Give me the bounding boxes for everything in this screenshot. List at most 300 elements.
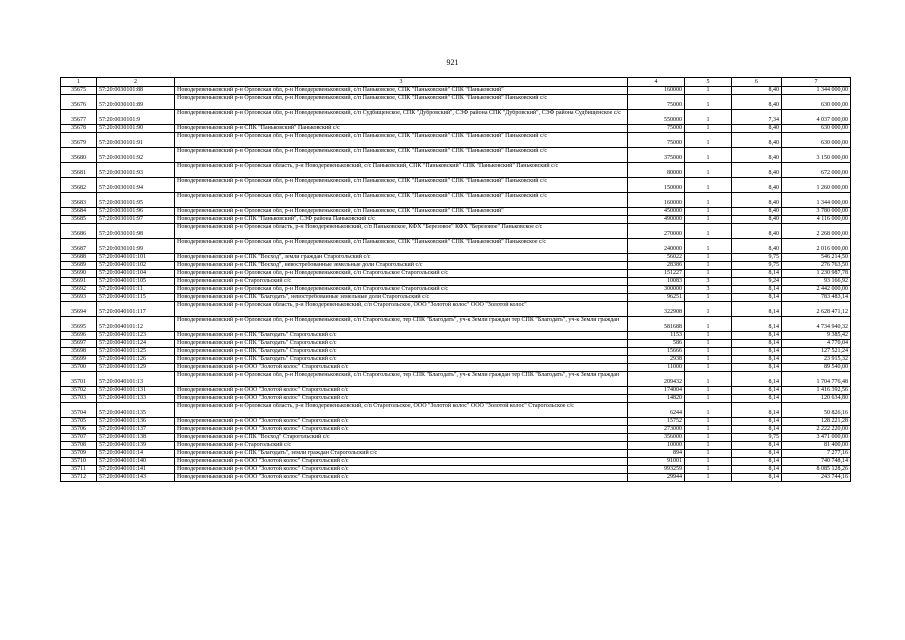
location-description-cell: Новодеревеньковский р-н СПК "Благодать", невостребованные земельные доли Старогольский с/с	[175, 294, 628, 302]
area-cell: 75000	[628, 125, 685, 133]
cadastral-number-cell: 57:20:0040101:11	[97, 286, 175, 294]
table-row	[61, 450, 851, 458]
area-cell: 550000	[628, 110, 685, 125]
area-cell: 75000	[628, 95, 685, 110]
table-row	[61, 372, 851, 387]
area-cell: 273000	[628, 426, 685, 434]
area-cell: 10000	[628, 442, 685, 450]
cadastral-number-cell: 57:20:0040101:124	[97, 340, 175, 348]
rate-cell: 8,14	[732, 466, 782, 474]
column-header: 7	[782, 78, 851, 87]
quantity-cell: 1	[685, 270, 732, 278]
row-number-cell: 35711	[61, 466, 97, 474]
quantity-cell: 1	[685, 450, 732, 458]
cadastral-number-cell: 57:20:0030101:94	[97, 178, 175, 193]
quantity-cell: 1	[685, 193, 732, 208]
table-row	[61, 178, 851, 193]
rate-cell: 8,40	[732, 208, 782, 216]
value-cell: 2 222 220,00	[782, 426, 851, 434]
value-cell: 1 704 776,48	[782, 372, 851, 387]
location-description-cell: Новодеревеньковский р-н ООО "Золотой колос" Старогольский с/с	[175, 474, 628, 482]
area-cell: 490000	[628, 216, 685, 224]
value-cell: 630 000,00	[782, 95, 851, 110]
area-cell: 15752	[628, 418, 685, 426]
row-number-cell: 35703	[61, 395, 97, 403]
table-row	[61, 302, 851, 317]
rate-cell: 8,14	[732, 442, 782, 450]
row-number-cell: 35686	[61, 224, 97, 239]
cadastral-number-cell: 57:20:0040101:137	[97, 426, 175, 434]
table-row	[61, 403, 851, 418]
column-header: 2	[97, 78, 175, 87]
row-number-cell: 35689	[61, 262, 97, 270]
cadastral-number-cell: 57:20:0030101:92	[97, 148, 175, 163]
cadastral-number-cell: 57:20:0030101:96	[97, 208, 175, 216]
rate-cell: 8,14	[732, 474, 782, 482]
quantity-cell: 1	[685, 302, 732, 317]
location-description-cell: Новодеревеньковский р-н Орловская область, р-н Новодеревеньковский, с/п Старогольское, ООО "Золотой колос" ООО "Золотой колос" Старогольское с/с	[175, 403, 628, 418]
column-header: 6	[732, 78, 782, 87]
cadastral-number-cell: 57:20:0040101:131	[97, 387, 175, 395]
quantity-cell: 1	[685, 148, 732, 163]
location-description-cell: Новодеревеньковский р-н Старогольский с/с	[175, 442, 628, 450]
cadastral-number-cell: 57:20:0030101:95	[97, 193, 175, 208]
cadastral-number-cell: 57:20:0030101:89	[97, 95, 175, 110]
value-cell: 2 016 000,00	[782, 239, 851, 254]
row-number-cell: 35676	[61, 95, 97, 110]
cadastral-number-cell: 57:20:0030101:97	[97, 216, 175, 224]
column-header: 3	[175, 78, 628, 87]
rate-cell: 8,40	[732, 178, 782, 193]
row-number-cell: 35687	[61, 239, 97, 254]
value-cell: 9 385,42	[782, 332, 851, 340]
table-row	[61, 193, 851, 208]
rate-cell: 8,14	[732, 317, 782, 332]
rate-cell: 9,75	[732, 262, 782, 270]
location-description-cell: Новодеревеньковский р-н Орловская область, р-н Новодеревеньковский, с/п Паньковское, КФХ "Березовое" КФХ "Березовое" Паньковское с/с	[175, 224, 628, 239]
table-row	[61, 270, 851, 278]
value-cell: 89 540,00	[782, 364, 851, 372]
row-number-cell: 35694	[61, 302, 97, 317]
value-cell: 1 260 000,00	[782, 178, 851, 193]
row-number-cell: 35705	[61, 418, 97, 426]
value-cell: 630 000,00	[782, 125, 851, 133]
cadastral-number-cell: 57:20:0040101:117	[97, 302, 175, 317]
area-cell: 96251	[628, 294, 685, 302]
row-number-cell: 35693	[61, 294, 97, 302]
value-cell: 243 744,16	[782, 474, 851, 482]
cadastral-number-cell: 57:20:0030101:90	[97, 125, 175, 133]
area-cell: 160000	[628, 193, 685, 208]
table-row	[61, 442, 851, 450]
location-description-cell: Новодеревеньковский р-н Старогольский с/с	[175, 278, 628, 286]
table-row	[61, 286, 851, 294]
rate-cell: 8,14	[732, 270, 782, 278]
quantity-cell: 1	[685, 403, 732, 418]
quantity-cell: 1	[685, 224, 732, 239]
table-row	[61, 395, 851, 403]
row-number-cell: 35692	[61, 286, 97, 294]
location-description-cell: Новодеревеньковский р-н СПК "Благодать" Старогольский с/с	[175, 348, 628, 356]
value-cell: 1 344 000,00	[782, 87, 851, 95]
table-row	[61, 208, 851, 216]
quantity-cell: 1	[685, 418, 732, 426]
rate-cell: 8,14	[732, 294, 782, 302]
row-number-cell: 35691	[61, 278, 97, 286]
row-number-cell: 35684	[61, 208, 97, 216]
area-cell: 375000	[628, 148, 685, 163]
area-cell: 209432	[628, 372, 685, 387]
value-cell: 2 268 000,00	[782, 224, 851, 239]
area-cell: 894	[628, 450, 685, 458]
quantity-cell: 1	[685, 340, 732, 348]
cadastral-number-cell: 57:20:0030101:9	[97, 110, 175, 125]
value-cell: 630 000,00	[782, 133, 851, 148]
column-header: 5	[685, 78, 732, 87]
quantity-cell: 1	[685, 348, 732, 356]
rate-cell: 8,40	[732, 148, 782, 163]
table-row	[61, 294, 851, 302]
location-description-cell: Новодеревеньковский р-н Орловская обл, р-н Новодеревеньковский, с/п Паньковское, СПК "Паньковский" СПК "Паньковский" Паньковский с/с	[175, 193, 628, 208]
row-number-cell: 35675	[61, 87, 97, 95]
quantity-cell: 1	[685, 178, 732, 193]
row-number-cell: 35682	[61, 178, 97, 193]
cadastral-number-cell: 57:20:0040101:139	[97, 442, 175, 450]
table-row	[61, 254, 851, 262]
cadastral-number-cell: 57:20:0040101:104	[97, 270, 175, 278]
cadastral-number-cell: 57:20:0040101:140	[97, 458, 175, 466]
rate-cell: 8,14	[732, 286, 782, 294]
area-cell: 28386	[628, 262, 685, 270]
cadastral-number-cell: 57:20:0030101:93	[97, 163, 175, 178]
quantity-cell: 1	[685, 474, 732, 482]
area-cell: 174004	[628, 387, 685, 395]
table-row	[61, 356, 851, 364]
value-cell: 4 734 940,32	[782, 317, 851, 332]
cadastral-number-cell: 57:20:0040101:141	[97, 466, 175, 474]
row-number-cell: 35704	[61, 403, 97, 418]
row-number-cell: 35695	[61, 317, 97, 332]
quantity-cell: 1	[685, 364, 732, 372]
row-number-cell: 35683	[61, 193, 97, 208]
location-description-cell: Новодеревеньковский р-н СПК "Благодать" Старогольский с/с	[175, 340, 628, 348]
quantity-cell: 1	[685, 216, 732, 224]
location-description-cell: Новодеревеньковский р-н Орловская обл, р-н Новодеревеньковский, с/п Паньковское, СПК "Паньковский" СПК "Паньковский" Паньковский с/с	[175, 133, 628, 148]
value-cell: 128 221,28	[782, 418, 851, 426]
value-cell: 81 400,00	[782, 442, 851, 450]
location-description-cell: Новодеревеньковский р-н ООО "Золотой колос" Старогольский с/с	[175, 466, 628, 474]
column-header: 1	[61, 78, 97, 87]
location-description-cell: Новодеревеньковский р-н СПК "Благодать", земли граждан Старогольский с/с	[175, 450, 628, 458]
rate-cell: 8,14	[732, 372, 782, 387]
cadastral-number-cell: 57:20:0040101:105	[97, 278, 175, 286]
cadastral-number-cell: 57:20:0040101:126	[97, 356, 175, 364]
table-row	[61, 278, 851, 286]
rate-cell: 9,24	[732, 278, 782, 286]
row-number-cell: 35698	[61, 348, 97, 356]
location-description-cell: Новодеревеньковский р-н Орловская обл, р-н Новодеревеньковский, с/п Паньковское, СПК "Паньковский" СПК "Паньковский" Паньковский с/с	[175, 95, 628, 110]
rate-cell: 8,14	[732, 426, 782, 434]
value-cell: 93 166,92	[782, 278, 851, 286]
row-number-cell: 35690	[61, 270, 97, 278]
table-row	[61, 125, 851, 133]
area-cell: 80000	[628, 163, 685, 178]
location-description-cell: Новодеревеньковский р-н ООО "Золотой колос" Старогольский с/с	[175, 418, 628, 426]
location-description-cell: Новодеревеньковский р-н Орловская обл, р-н Новодеревеньковский, с/п Паньковское, СПК "Паньковский" СПК "Паньковский" Паньковский с/с	[175, 178, 628, 193]
rate-cell: 8,14	[732, 348, 782, 356]
quantity-cell: 1	[685, 395, 732, 403]
row-number-cell: 35709	[61, 450, 97, 458]
cadastral-number-cell: 57:20:0040101:13	[97, 372, 175, 387]
table-row	[61, 95, 851, 110]
area-cell: 29944	[628, 474, 685, 482]
table-row	[61, 163, 851, 178]
area-cell: 151227	[628, 270, 685, 278]
value-cell: 1 416 392,56	[782, 387, 851, 395]
rate-cell: 8,14	[732, 340, 782, 348]
quantity-cell: 1	[685, 426, 732, 434]
rate-cell: 8,14	[732, 387, 782, 395]
row-number-cell: 35679	[61, 133, 97, 148]
table-row	[61, 133, 851, 148]
area-cell: 356000	[628, 434, 685, 442]
location-description-cell: Новодеревеньковский р-н Орловская обл, р-н Новодеревеньковский, с/п Паньковское, СПК "Паньковский" СПК "Паньковский" Паньковский с/с	[175, 148, 628, 163]
location-description-cell: Новодеревеньковский р-н Орловская обл, р-н Новодеревеньковский, с/п Старогольское, тер СПК "Благодать", уч-к Земли граждан тер СПК "Благодать", уч-к Земли граждан	[175, 372, 628, 387]
rate-cell: 9,75	[732, 434, 782, 442]
cadastral-number-cell: 57:20:0040101:133	[97, 395, 175, 403]
value-cell: 672 000,00	[782, 163, 851, 178]
quantity-cell: 1	[685, 208, 732, 216]
location-description-cell: Новодеревеньковский р-н ООО "Золотой колос" Старогольский с/с	[175, 426, 628, 434]
location-description-cell: Новодеревеньковский р-н ООО "Золотой колос" Старогольский с/с	[175, 364, 628, 372]
cadastral-number-cell: 57:20:0040101:12	[97, 317, 175, 332]
table-row	[61, 387, 851, 395]
quantity-cell: 3	[685, 286, 732, 294]
value-cell: 3 780 000,00	[782, 208, 851, 216]
cadastral-number-cell: 57:20:0040101:129	[97, 364, 175, 372]
cadastral-number-cell: 57:20:0040101:125	[97, 348, 175, 356]
table-header-row	[61, 78, 851, 87]
value-cell: 4 770,04	[782, 340, 851, 348]
area-cell: 10083	[628, 278, 685, 286]
value-cell: 1 230 987,78	[782, 270, 851, 278]
location-description-cell: Новодеревеньковский р-н СПК "Паньковский" Паньковский с/с	[175, 125, 628, 133]
rate-cell: 8,14	[732, 418, 782, 426]
cadastral-number-cell: 57:20:0040101:123	[97, 332, 175, 340]
quantity-cell: 1	[685, 372, 732, 387]
rate-cell: 9,75	[732, 254, 782, 262]
value-cell: 23 915,32	[782, 356, 851, 364]
location-description-cell: Новодеревеньковский р-н СПК "Восход", земли граждан Старогольский с/с	[175, 254, 628, 262]
rate-cell: 8,14	[732, 364, 782, 372]
quantity-cell: 1	[685, 332, 732, 340]
quantity-cell: 1	[685, 133, 732, 148]
area-cell: 6244	[628, 403, 685, 418]
table-row	[61, 434, 851, 442]
location-description-cell: Новодеревеньковский р-н СПК "Восход" Старогольский с/с	[175, 434, 628, 442]
row-number-cell: 35685	[61, 216, 97, 224]
table-row	[61, 474, 851, 482]
rate-cell: 8,40	[732, 193, 782, 208]
area-cell: 160000	[628, 87, 685, 95]
table-row	[61, 110, 851, 125]
location-description-cell: Новодеревеньковский р-н Орловская обл, р-н Новодеревеньковский, с/п Судбищенское, СПК "Дубровский", СЭФ района СПК "Дубровский", СЭФ района Судбищенское с/с	[175, 110, 628, 125]
row-number-cell: 35701	[61, 372, 97, 387]
cadastral-number-cell: 57:20:0040101:135	[97, 403, 175, 418]
rate-cell: 8,40	[732, 239, 782, 254]
table-row	[61, 317, 851, 332]
location-description-cell: Новодеревеньковский р-н Орловская обл, р-н Новодеревеньковский, с/п Старогольское, тер СПК "Благодать", уч-к Земли граждан тер СПК "Благодать", уч-к Земли граждан	[175, 317, 628, 332]
area-cell: 150000	[628, 178, 685, 193]
value-cell: 276 763,50	[782, 262, 851, 270]
quantity-cell: 1	[685, 387, 732, 395]
rate-cell: 8,40	[732, 216, 782, 224]
quantity-cell: 1	[685, 163, 732, 178]
table-row	[61, 364, 851, 372]
rate-cell: 8,14	[732, 332, 782, 340]
rate-cell: 7,34	[732, 110, 782, 125]
quantity-cell: 1	[685, 95, 732, 110]
value-cell: 8 085 128,26	[782, 466, 851, 474]
area-cell: 56022	[628, 254, 685, 262]
value-cell: 127 521,24	[782, 348, 851, 356]
row-number-cell: 35678	[61, 125, 97, 133]
location-description-cell: Новодеревеньковский р-н Орловская обл, р-н Новодеревеньковский, с/п Старогольское Старогольский с/с	[175, 286, 628, 294]
table-row	[61, 348, 851, 356]
rate-cell: 8,40	[732, 133, 782, 148]
area-cell: 586	[628, 340, 685, 348]
rate-cell: 8,14	[732, 450, 782, 458]
rate-cell: 8,40	[732, 163, 782, 178]
land-plot-table	[60, 77, 851, 482]
area-cell: 993259	[628, 466, 685, 474]
location-description-cell: Новодеревеньковский р-н Орловская обл, р-н Новодеревеньковский, с/п Старогольское Старогольский с/с	[175, 270, 628, 278]
rate-cell: 8,14	[732, 356, 782, 364]
value-cell: 1 344 000,00	[782, 193, 851, 208]
quantity-cell: 1	[685, 356, 732, 364]
cadastral-number-cell: 57:20:0030101:99	[97, 239, 175, 254]
cadastral-number-cell: 57:20:0030101:88	[97, 87, 175, 95]
table-row	[61, 426, 851, 434]
area-cell: 581688	[628, 317, 685, 332]
value-cell: 3 150 000,00	[782, 148, 851, 163]
rate-cell: 8,40	[732, 224, 782, 239]
quantity-cell: 3	[685, 278, 732, 286]
value-cell: 7 277,16	[782, 450, 851, 458]
rate-cell: 8,14	[732, 403, 782, 418]
cadastral-number-cell: 57:20:0040101:101	[97, 254, 175, 262]
quantity-cell: 1	[685, 87, 732, 95]
rate-cell: 8,14	[732, 302, 782, 317]
quantity-cell: 1	[685, 466, 732, 474]
quantity-cell: 1	[685, 262, 732, 270]
area-cell: 1153	[628, 332, 685, 340]
table-row	[61, 148, 851, 163]
value-cell: 4 037 000,00	[782, 110, 851, 125]
table-row	[61, 239, 851, 254]
table-row	[61, 466, 851, 474]
location-description-cell: Новодеревеньковский р-н СПК "Паньковский", СЭФ района Паньковский с/с	[175, 216, 628, 224]
row-number-cell: 35680	[61, 148, 97, 163]
area-cell: 14820	[628, 395, 685, 403]
quantity-cell: 1	[685, 110, 732, 125]
location-description-cell: Новодеревеньковский р-н ООО "Золотой колос" Старогольский с/с	[175, 458, 628, 466]
cadastral-number-cell: 57:20:0040101:136	[97, 418, 175, 426]
quantity-cell: 1	[685, 254, 732, 262]
value-cell: 2 628 471,12	[782, 302, 851, 317]
row-number-cell: 35707	[61, 434, 97, 442]
quantity-cell: 1	[685, 239, 732, 254]
table-row	[61, 332, 851, 340]
cadastral-number-cell: 57:20:0040101:102	[97, 262, 175, 270]
value-cell: 740 748,14	[782, 458, 851, 466]
quantity-cell: 1	[685, 434, 732, 442]
row-number-cell: 35696	[61, 332, 97, 340]
rate-cell: 8,40	[732, 87, 782, 95]
row-number-cell: 35712	[61, 474, 97, 482]
rate-cell: 8,14	[732, 395, 782, 403]
value-cell: 783 483,14	[782, 294, 851, 302]
area-cell: 300000	[628, 286, 685, 294]
row-number-cell: 35681	[61, 163, 97, 178]
location-description-cell: Новодеревеньковский р-н ООО "Золотой колос" Старогольский с/с	[175, 387, 628, 395]
location-description-cell: Новодеревеньковский р-н Орловская область, р-н Новодеревеньковский, с/с Паньковский, СПК "Паньковский" СПК "Паньковский" Паньковский с/с	[175, 163, 628, 178]
location-description-cell: Новодеревеньковский р-н Орловская обл, р-н Новодеревеньковский, с/п Паньковское, СПК "Паньковский" СПК "Паньковский"	[175, 87, 628, 95]
area-cell: 11000	[628, 364, 685, 372]
location-description-cell: Новодеревеньковский р-н ООО "Золотой колос" Старогольский с/с	[175, 395, 628, 403]
value-cell: 3 471 000,00	[782, 434, 851, 442]
table-row	[61, 216, 851, 224]
location-description-cell: Новодеревеньковский р-н Орловская область, р-н Новодеревеньковский, с/п Старогольское, ООО "Золотой колос" ООО "Золотой колос"	[175, 302, 628, 317]
row-number-cell: 35700	[61, 364, 97, 372]
page-number: 921	[446, 58, 459, 67]
row-number-cell: 35677	[61, 110, 97, 125]
row-number-cell: 35708	[61, 442, 97, 450]
area-cell: 450000	[628, 208, 685, 216]
location-description-cell: Новодеревеньковский р-н Орловская обл, р-н Новодеревеньковский, с/п Паньковское, СПК "Паньковский" СПК "Паньковский" Паньковское с/с	[175, 239, 628, 254]
table-row	[61, 418, 851, 426]
cadastral-number-cell: 57:20:0030101:91	[97, 133, 175, 148]
value-cell: 120 634,80	[782, 395, 851, 403]
rate-cell: 8,14	[732, 458, 782, 466]
cadastral-number-cell: 57:20:0040101:138	[97, 434, 175, 442]
area-cell: 2938	[628, 356, 685, 364]
location-description-cell: Новодеревеньковский р-н Орловская обл, р-н Новодеревеньковский, с/п Паньковское, СПК "Паньковский" СПК "Паньковский"	[175, 208, 628, 216]
value-cell: 50 826,16	[782, 403, 851, 418]
column-header: 4	[628, 78, 685, 87]
cadastral-number-cell: 57:20:0040101:143	[97, 474, 175, 482]
area-cell: 75000	[628, 133, 685, 148]
row-number-cell: 35688	[61, 254, 97, 262]
value-cell: 4 116 000,00	[782, 216, 851, 224]
area-cell: 322908	[628, 302, 685, 317]
location-description-cell: Новодеревеньковский р-н СПК "Восход", невостребованные земельные доли Старогольский с/с	[175, 262, 628, 270]
table-row	[61, 458, 851, 466]
rate-cell: 8,40	[732, 95, 782, 110]
quantity-cell: 1	[685, 458, 732, 466]
value-cell: 2 442 000,00	[782, 286, 851, 294]
cadastral-number-cell: 57:20:0040101:14	[97, 450, 175, 458]
area-cell: 91001	[628, 458, 685, 466]
cadastral-number-cell: 57:20:0030101:98	[97, 224, 175, 239]
quantity-cell: 1	[685, 294, 732, 302]
row-number-cell: 35699	[61, 356, 97, 364]
location-description-cell: Новодеревеньковский р-н СПК "Благодать" Старогольский с/с	[175, 332, 628, 340]
table-row	[61, 262, 851, 270]
table-row	[61, 340, 851, 348]
quantity-cell: 1	[685, 317, 732, 332]
table-row	[61, 224, 851, 239]
